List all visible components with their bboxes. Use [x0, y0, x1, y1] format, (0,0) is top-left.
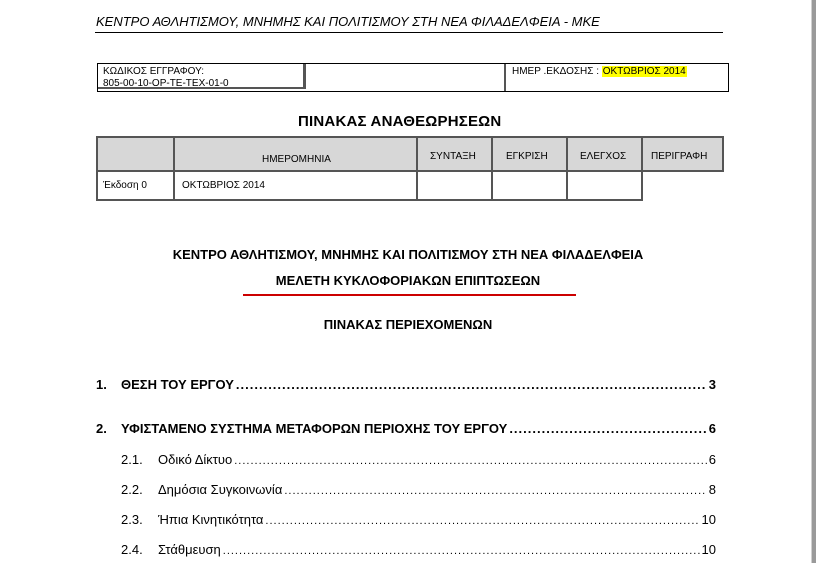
toc-subentry[interactable] — [121, 542, 716, 557]
study-title: ΜΕΛΕΤΗ ΚΥΚΛΟΦΟΡΙΑΚΩΝ ΕΠΙΠΤΩΣΕΩΝ — [275, 273, 541, 288]
table-rule — [96, 170, 724, 172]
document-info-box — [97, 63, 729, 92]
toc-entry[interactable] — [96, 377, 716, 392]
revisions-title: ΠΙΝΑΚΑΣ ΑΝΑΘΕΩΡΗΣΕΩΝ — [298, 113, 502, 130]
toc-page: 6 — [708, 421, 716, 436]
toc-subentry[interactable] — [121, 512, 716, 527]
issue-date-label: ΗΜΕΡ .ΕΚΔΟΣΗΣ : — [512, 66, 599, 77]
toc-label: Δημόσια Συγκοινωνία — [158, 482, 283, 497]
table-rule — [566, 136, 568, 201]
table-rule — [722, 136, 724, 170]
column-header-author: ΣΥΝΤΑΞΗ — [430, 151, 476, 162]
revision-edition: Έκδοση 0 — [103, 180, 147, 191]
table-rule — [641, 136, 643, 201]
toc-leader — [223, 545, 700, 557]
document-code-label: ΚΩΔΙΚΟΣ ΕΓΓΡΑΦΟΥ: — [103, 66, 205, 77]
issue-date-value: ΟΚΤΩΒΡΙΟΣ 2014 — [602, 66, 686, 77]
table-rule — [491, 136, 493, 201]
toc-page: 8 — [708, 482, 716, 497]
issue-date-cell — [506, 64, 728, 91]
toc-leader — [234, 455, 707, 467]
column-header-description: ΠΕΡΙΓΡΑΦΗ — [651, 151, 708, 162]
header-title: ΚΕΝΤΡΟ ΑΘΛΗΤΙΣΜΟΥ, ΜΝΗΜΗΣ ΚΑΙ ΠΟΛΙΤΙΣΜΟΥ ΣΤΗ ΝΕΑ ΦΙΛΑΔΕΛΦΕΙΑ - ΜΚΕ — [96, 14, 600, 29]
toc-entry[interactable] — [96, 421, 716, 436]
table-rule — [96, 136, 98, 201]
toc-label: ΘΕΣΗ ΤΟΥ ΕΡΓΟΥ — [121, 377, 234, 392]
document-code-value: 805-00-10-OP-TE-TEX-01-0 — [103, 78, 229, 89]
toc-title: ΠΙΝΑΚΑΣ ΠΕΡΙΕΧΟΜΕΝΩΝ — [323, 317, 493, 332]
toc-label: ΥΦΙΣΤΑΜΕΝΟ ΣΥΣΤΗΜΑ ΜΕΤΑΦΟΡΩΝ ΠΕΡΙΟΧΗΣ ΤΟΥ ΕΡΓΟΥ — [121, 421, 508, 436]
toc-leader — [265, 515, 699, 527]
scrollbar[interactable] — [812, 0, 816, 563]
toc-subentry[interactable] — [121, 452, 716, 467]
table-rule — [173, 136, 175, 201]
toc-page: 10 — [701, 542, 716, 557]
empty-info-cell — [309, 64, 506, 91]
toc-number: 2.1. — [121, 452, 143, 467]
toc-page: 6 — [708, 452, 716, 467]
header-rule — [95, 32, 723, 33]
toc-leader — [509, 421, 706, 436]
revisions-table-header — [96, 136, 724, 172]
toc-number: 1. — [96, 377, 107, 392]
column-header-check: ΕΛΕΓΧΟΣ — [580, 151, 627, 162]
toc-label: Στάθμευση — [158, 542, 221, 557]
revisions-table — [96, 136, 724, 201]
toc-number: 2.3. — [121, 512, 143, 527]
revision-date: ΟΚΤΩΒΡΙΟΣ 2014 — [182, 180, 265, 191]
toc-leader — [236, 377, 707, 392]
toc-page: 10 — [701, 512, 716, 527]
toc-label: Ήπια Κινητικότητα — [158, 512, 264, 527]
project-title: ΚΕΝΤΡΟ ΑΘΛΗΤΙΣΜΟΥ, ΜΝΗΜΗΣ ΚΑΙ ΠΟΛΙΤΙΣΜΟΥ ΣΤΗ ΝΕΑ ΦΙΛΑΔΕΛΦΕΙΑ — [172, 247, 644, 262]
table-rule — [96, 199, 642, 201]
table-rule — [416, 136, 418, 201]
toc-number: 2.4. — [121, 542, 143, 557]
toc-leader — [284, 485, 706, 497]
toc-number: 2. — [96, 421, 107, 436]
toc-subentry[interactable] — [121, 482, 716, 497]
toc-page: 3 — [708, 377, 716, 392]
study-title-underline — [243, 294, 576, 296]
column-header-date: ΗΜΕΡΟΜΗΝΙΑ — [262, 154, 331, 165]
toc-label: Οδικό Δίκτυο — [158, 452, 233, 467]
document-code-cell — [98, 64, 306, 89]
column-header-approval: ΕΓΚΡΙΣΗ — [506, 151, 548, 162]
toc-number: 2.2. — [121, 482, 143, 497]
